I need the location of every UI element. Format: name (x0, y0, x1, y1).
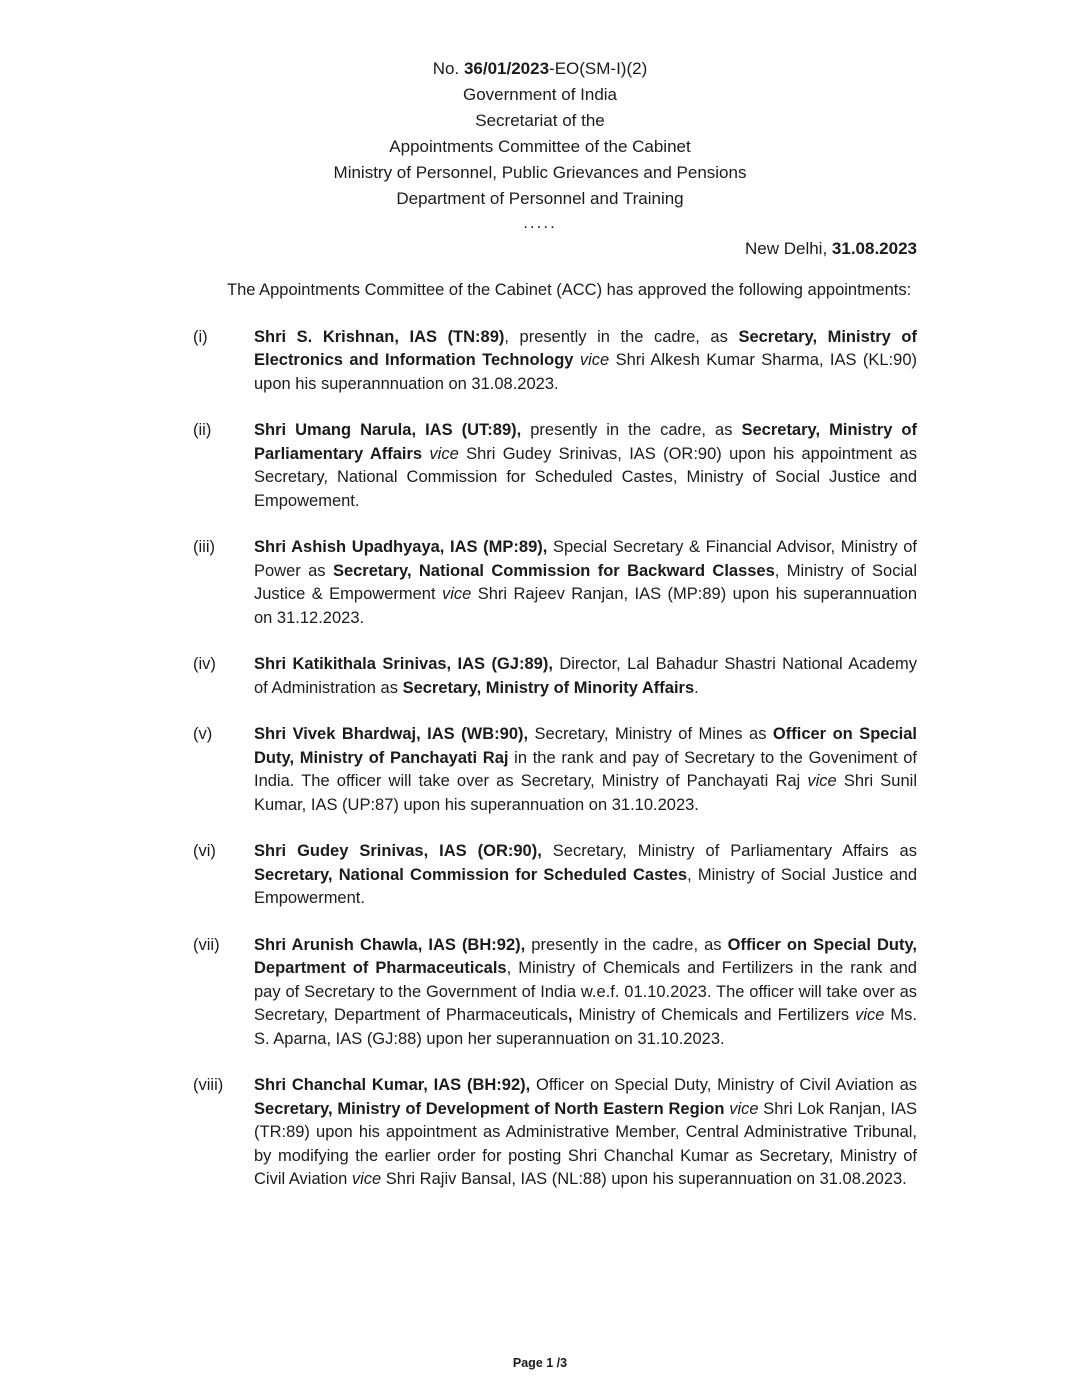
item-number: (v) (193, 725, 213, 743)
appointment-item (163, 326, 917, 397)
appointment-item (163, 536, 917, 630)
item-text: Shri Ashish Upadhyaya, IAS (MP:89), Special Secretary & Financial Advisor, Ministry of Power as Secretary, National Commission for Backward Classes, Ministry of Social Justice & Empowerment vice Shri Rajeev Ranjan, IAS (MP:89) upon his superannuation on 31.12.2023. (254, 538, 917, 627)
place-label: New Delhi, (744, 239, 832, 258)
reference-number (163, 56, 917, 82)
item-number: (vii) (193, 935, 220, 954)
appointment-item (163, 840, 917, 911)
appointment-item (163, 653, 917, 700)
item-text: Shri Vivek Bhardwaj, IAS (WB:90), Secretary, Ministry of Mines as Officer on Special Duty, Ministry of Panchayati Raj in the rank and pay of Secretary to the Goveniment of India. The officer will take over as Secretary, Ministry of Panchayati Raj vice Shri Sunil Kumar, IAS (UP:87) upon his superannuation on 31.10.2023. (254, 725, 917, 814)
separator-dots: ..... (523, 213, 557, 232)
appointment-item (163, 723, 917, 817)
item-number: (viii) (193, 1076, 224, 1094)
org-line-ministry: Ministry of Personnel, Public Grievances and Pensions (333, 163, 747, 182)
org-line-department: Department of Personnel and Training (396, 189, 684, 208)
item-number: (ii) (193, 421, 212, 439)
item-text: Shri Chanchal Kumar, IAS (BH:92), Officer on Special Duty, Ministry of Civil Aviation as Secretary, Ministry of Development of North Eastern Region vice Shri Lok Ranjan, IAS (TR:89) upon his appointment as Administrative Member, Central Administrative Tribunal, by modifying the earlier order for posting Shri Chanchal Kumar as Secretary, Ministry of Civil Aviation vice Shri Rajiv Bansal, IAS (NL:88) upon his superannuation on 31.08.2023. (254, 1076, 918, 1188)
appointments-list (163, 326, 917, 1192)
item-number: (iv) (193, 655, 216, 673)
ref-prefix: No. (432, 59, 464, 78)
item-number: (vi) (193, 842, 216, 860)
org-line-committee: Appointments Committee of the Cabinet (389, 137, 691, 156)
page-number: Page 1 /3 (512, 1356, 568, 1370)
item-number: (iii) (193, 538, 215, 556)
appointment-item (163, 419, 917, 513)
item-text: Shri S. Krishnan, IAS (TN:89), presently in the cadre, as Secretary, Ministry of Electronics and Information Technology vice Shri Alkesh Kumar Sharma, IAS (KL:90) upon his superannnuation on 31.08.2023. (254, 327, 917, 393)
intro-paragraph: The Appointments Committee of the Cabinet (ACC) has approved the following appointments: (227, 281, 912, 299)
ref-file-number: 36/01/2023 (463, 59, 550, 78)
issue-date: 31.08.2023 (831, 239, 917, 258)
ref-suffix: -EO(SM-I)(2) (549, 59, 648, 78)
item-text: Shri Gudey Srinivas, IAS (OR:90), Secretary, Ministry of Parliamentary Affairs as Secretary, National Commission for Scheduled Castes, Ministry of Social Justice and Empowerment. (254, 842, 917, 907)
item-number: (i) (193, 327, 208, 346)
appointment-item (163, 934, 917, 1052)
item-text: Shri Umang Narula, IAS (UT:89), presently in the cadre, as Secretary, Ministry of Parliamentary Affairs vice Shri Gudey Srinivas, IAS (OR:90) upon his appointment as Secretary, National Commission for Scheduled Castes, Ministry of Social Justice and Empowement. (254, 421, 918, 510)
document-header (163, 56, 917, 234)
item-text: Shri Arunish Chawla, IAS (BH:92), presently in the cadre, as Officer on Special Duty, Department of Pharmaceuticals, Ministry of Chemicals and Fertilizers in the rank and pay of Secretary to the Government of India w.e.f. 01.10.2023. The officer will take over as Secretary, Department of Pharmaceuticals, Ministry of Chemicals and Fertilizers vice Ms. S. Aparna, IAS (GJ:88) upon her superannuation on 31.10.2023. (254, 935, 917, 1048)
item-text: Shri Katikithala Srinivas, IAS (GJ:89), Director, Lal Bahadur Shastri National Academy of Administration as Secretary, Ministry of Minority Affairs. (254, 655, 917, 697)
place-date-line (163, 236, 917, 262)
org-line-secretariat: Secretariat of the (475, 111, 605, 130)
appointment-item (163, 1074, 917, 1192)
org-line-government: Government of India (462, 85, 618, 104)
